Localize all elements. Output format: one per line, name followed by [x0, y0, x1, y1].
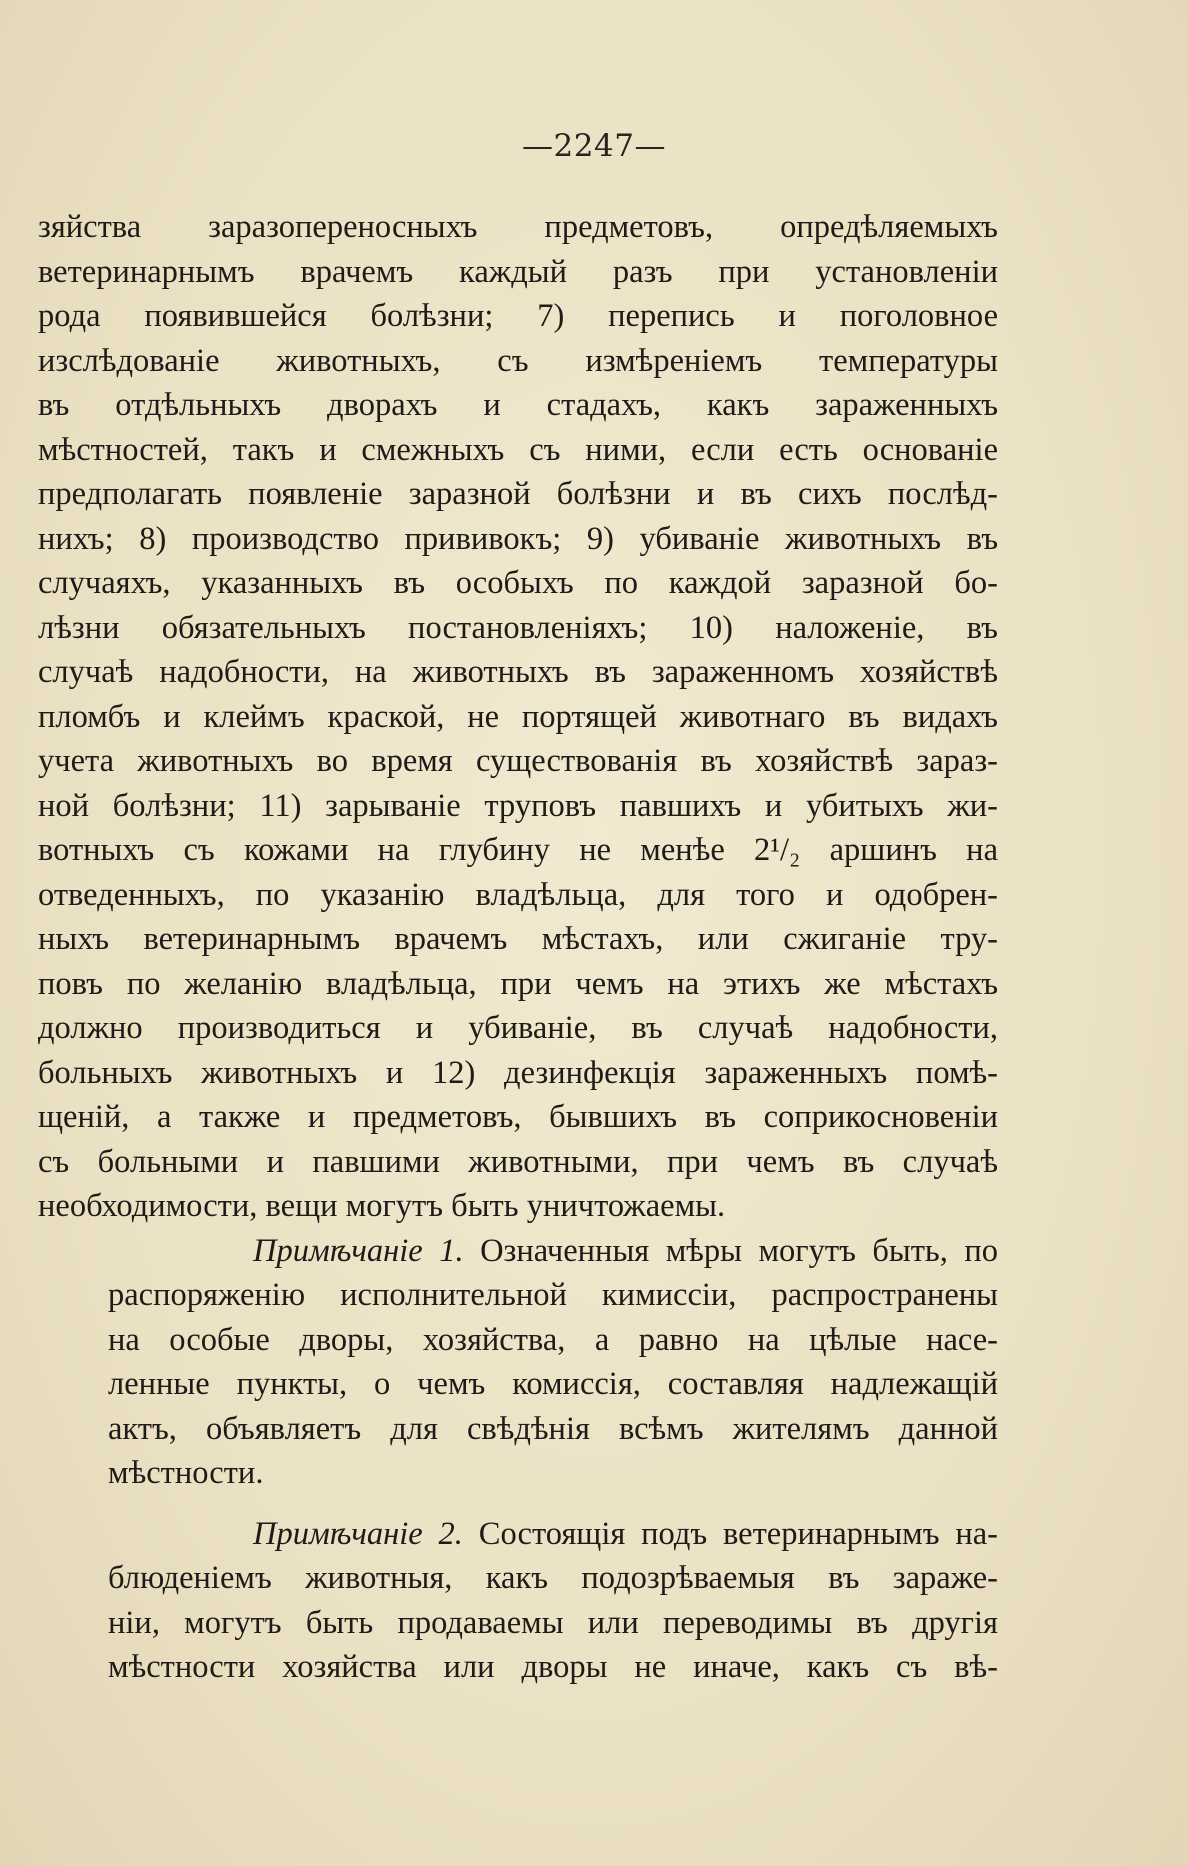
- note-1-first-text: Означенныя мѣры могутъ быть, по: [480, 1232, 998, 1269]
- note-2-line: блюденіемъ животныя, какъ подозрѣваемыя въ зараже-: [108, 1560, 998, 1596]
- main-paragraph-line: нихъ; 8) производство прививокъ; 9) убиваніе животныхъ въ: [38, 520, 998, 557]
- main-paragraph-line: необходимости, вещи могутъ быть уничтожаемы.: [38, 1188, 726, 1224]
- main-paragraph-line: рода появившейся болѣзни; 7) перепись и поголовное: [38, 298, 998, 334]
- main-paragraph: [38, 205, 998, 1229]
- main-paragraph-line: изслѣдованіе животныхъ, съ измѣреніемъ температуры: [38, 342, 998, 379]
- note-2-line: мѣстности хозяйства или дворы не иначе, какъ съ вѣ-: [108, 1649, 998, 1685]
- note-1-line: мѣстности.: [108, 1455, 264, 1491]
- note-1-label: Примѣчаніе 1.: [253, 1232, 464, 1269]
- main-paragraph-line: случаяхъ, указанныхъ въ особыхъ по каждой заразной бо-: [38, 565, 998, 601]
- main-paragraph-line: повъ по желанію владѣльца, при чемъ на этихъ же мѣстахъ: [38, 965, 998, 1002]
- main-paragraph-line: съ больными и павшими животными, при чемъ въ случаѣ: [38, 1143, 998, 1180]
- note-1-first-line: [108, 1229, 998, 1274]
- note-1-line: ленные пункты, о чемъ комиссія, составляя надлежащій: [108, 1366, 998, 1402]
- main-paragraph-line: мѣстностей, такъ и смежныхъ съ ними, если есть основаніе: [38, 431, 998, 468]
- note-1-line: на особые дворы, хозяйства, а равно на цѣлые насе-: [108, 1321, 998, 1358]
- page-number: —2247—: [522, 128, 666, 164]
- main-paragraph-line: вотныхъ съ кожами на глубину не менѣе 2¹/₂ аршинъ на: [38, 832, 998, 868]
- main-paragraph-line: больныхъ животныхъ и 12) дезинфекція зараженныхъ помѣ-: [38, 1054, 998, 1091]
- note-2: [38, 1512, 998, 1690]
- main-paragraph-line: въ отдѣльныхъ дворахъ и стадахъ, какъ зараженныхъ: [38, 387, 998, 423]
- note-1-line: актъ, объявляетъ для свѣдѣнія всѣмъ жителямъ данной: [108, 1410, 998, 1447]
- main-paragraph-line: ныхъ ветеринарнымъ врачемъ мѣстахъ, или сжиганіе тру-: [38, 921, 998, 957]
- paragraph-gap: [38, 1496, 998, 1512]
- note-1-lines: [108, 1273, 998, 1496]
- note-2-first-text: Состоящія подъ ветеринарнымъ на-: [478, 1515, 998, 1552]
- note-1: [38, 1229, 998, 1496]
- main-paragraph-line: лѣзни обязательныхъ постановленіяхъ; 10) наложеніе, въ: [38, 609, 998, 646]
- note-2-lines: [108, 1556, 998, 1690]
- text-body: [38, 205, 998, 1690]
- note-2-first-line: [108, 1512, 998, 1557]
- main-paragraph-line: учета животныхъ во время существованія въ хозяйствѣ зараз-: [38, 743, 998, 779]
- main-paragraph-line: случаѣ надобности, на животныхъ въ зараженномъ хозяйствѣ: [38, 654, 998, 690]
- note-1-line: распоряженію исполнительной кимиссіи, распространены: [108, 1277, 998, 1313]
- note-2-line: ніи, могутъ быть продаваемы или переводимы въ другія: [108, 1604, 998, 1641]
- main-paragraph-line: зяйства заразопереносныхъ предметовъ, опредѣляемыхъ: [38, 209, 998, 245]
- note-2-label: Примѣчаніе 2.: [253, 1515, 463, 1552]
- main-paragraph-line: ной болѣзни; 11) зарываніе труповъ павшихъ и убитыхъ жи-: [38, 787, 998, 824]
- main-paragraph-line: отведенныхъ, по указанію владѣльца, для того и одобрен-: [38, 876, 998, 913]
- main-paragraph-line: ветеринарнымъ врачемъ каждый разъ при установленіи: [38, 253, 998, 290]
- main-paragraph-line: пломбъ и клеймъ краской, не портящей животнаго въ видахъ: [38, 698, 998, 735]
- main-paragraph-line: предполагать появленіе заразной болѣзни и въ сихъ послѣд-: [38, 476, 998, 512]
- main-paragraph-line: щеній, а также и предметовъ, бывшихъ въ соприкосновеніи: [38, 1099, 998, 1135]
- main-paragraph-line: должно производиться и убиваніе, въ случаѣ надобности,: [38, 1010, 998, 1046]
